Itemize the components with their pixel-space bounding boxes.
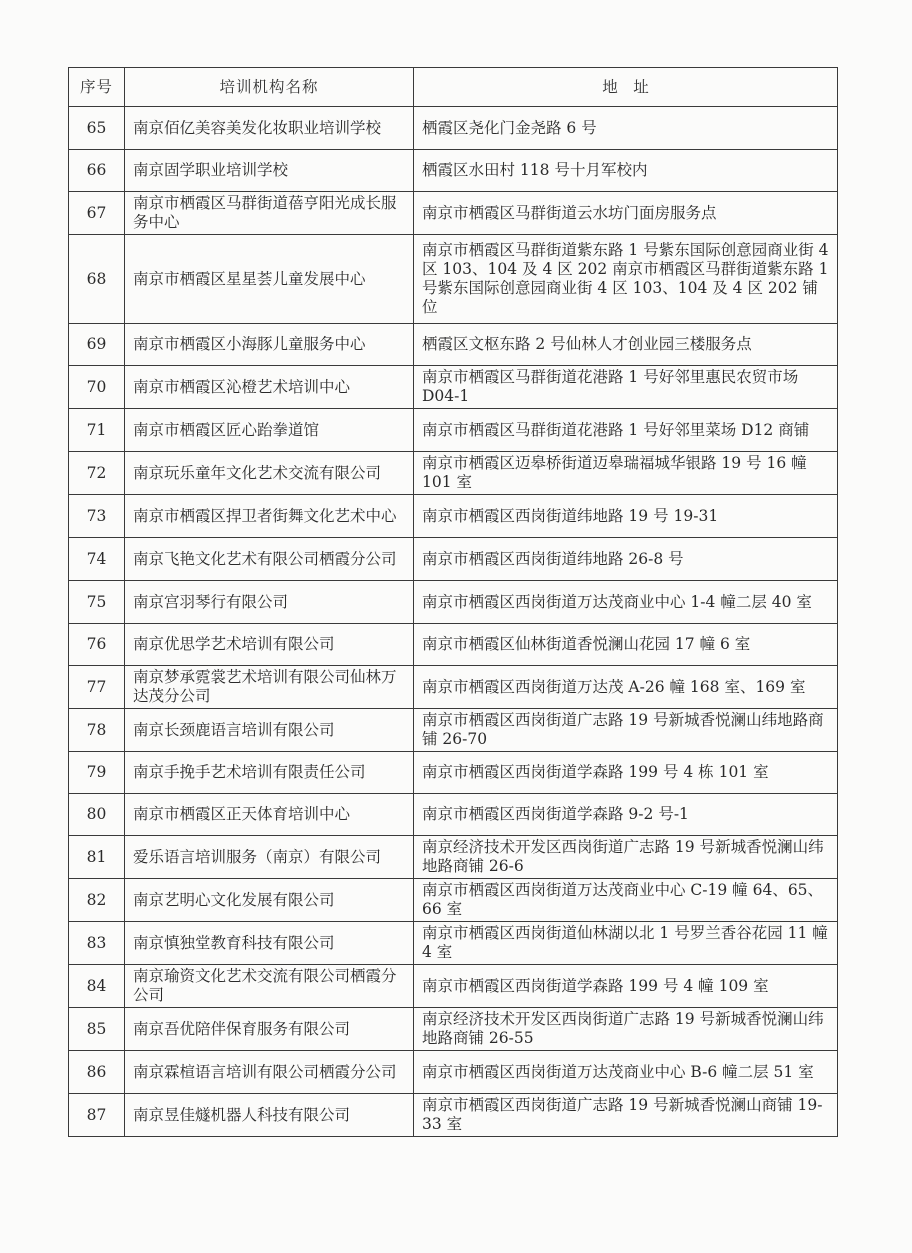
institution-name: 南京梦承霓裳艺术培训有限公司仙林万达茂分公司 xyxy=(125,666,414,709)
institution-name: 南京玩乐童年文化艺术交流有限公司 xyxy=(125,452,414,495)
institution-address: 南京市栖霞区西岗街道万达茂商业中心 C-19 幢 64、65、66 室 xyxy=(414,879,838,922)
institution-address: 南京市栖霞区西岗街道万达茂商业中心 1-4 幢二层 40 室 xyxy=(414,581,838,624)
serial-number: 73 xyxy=(69,495,125,538)
serial-number: 77 xyxy=(69,666,125,709)
serial-number: 74 xyxy=(69,538,125,581)
institution-name: 南京瑜资文化艺术交流有限公司栖霞分公司 xyxy=(125,965,414,1008)
institution-address: 南京市栖霞区西岗街道广志路 19 号新城香悦澜山商铺 19-33 室 xyxy=(414,1094,838,1137)
institution-name: 南京飞艳文化艺术有限公司栖霞分公司 xyxy=(125,538,414,581)
institution-name: 南京市栖霞区匠心跆拳道馆 xyxy=(125,409,414,452)
table-row xyxy=(69,1051,838,1094)
institution-address: 南京市栖霞区马群街道花港路 1 号好邻里菜场 D12 商铺 xyxy=(414,409,838,452)
institution-address: 栖霞区文枢东路 2 号仙林人才创业园三楼服务点 xyxy=(414,324,838,366)
institution-address: 南京市栖霞区马群街道紫东路 1 号紫东国际创意园商业街 4 区 103、104 及 4 区 202 南京市栖霞区马群街道紫东路 1 号紫东国际创意园商业街 4 区 103、104 及 4 区 202 铺位 xyxy=(414,235,838,324)
training-institution-table xyxy=(68,67,838,1137)
serial-number: 82 xyxy=(69,879,125,922)
institution-address: 栖霞区水田村 118 号十月军校内 xyxy=(414,150,838,192)
table-row xyxy=(69,192,838,235)
serial-number: 79 xyxy=(69,752,125,794)
table-row xyxy=(69,581,838,624)
serial-number: 75 xyxy=(69,581,125,624)
serial-number: 67 xyxy=(69,192,125,235)
serial-number: 65 xyxy=(69,107,125,150)
institution-name: 南京市栖霞区星星荟儿童发展中心 xyxy=(125,235,414,324)
institution-address: 南京市栖霞区迈皋桥街道迈皋瑞福城华银路 19 号 16 幢 101 室 xyxy=(414,452,838,495)
table-header-row xyxy=(69,68,838,107)
institution-name: 南京长颈鹿语言培训有限公司 xyxy=(125,709,414,752)
institution-address: 南京市栖霞区西岗街道仙林湖以北 1 号罗兰香谷花园 11 幢 4 室 xyxy=(414,922,838,965)
serial-number: 78 xyxy=(69,709,125,752)
table-row xyxy=(69,836,838,879)
institution-name: 爱乐语言培训服务（南京）有限公司 xyxy=(125,836,414,879)
table-row xyxy=(69,879,838,922)
table-row xyxy=(69,1008,838,1051)
institution-name: 南京市栖霞区马群街道蓓亨阳光成长服务中心 xyxy=(125,192,414,235)
institution-address: 南京市栖霞区马群街道云水坊门面房服务点 xyxy=(414,192,838,235)
table-row xyxy=(69,1094,838,1137)
institution-address: 南京市栖霞区西岗街道万达茂商业中心 B-6 幢二层 51 室 xyxy=(414,1051,838,1094)
institution-name: 南京昱佳燧机器人科技有限公司 xyxy=(125,1094,414,1137)
serial-number: 87 xyxy=(69,1094,125,1137)
institution-address: 南京市栖霞区马群街道花港路 1 号好邻里惠民农贸市场 D04-1 xyxy=(414,366,838,409)
table-row xyxy=(69,366,838,409)
table-row xyxy=(69,752,838,794)
institution-address: 南京市栖霞区西岗街道纬地路 26-8 号 xyxy=(414,538,838,581)
table-row xyxy=(69,452,838,495)
table-row xyxy=(69,495,838,538)
serial-number: 86 xyxy=(69,1051,125,1094)
institution-name: 南京固学职业培训学校 xyxy=(125,150,414,192)
institution-name: 南京吾优陪伴保育服务有限公司 xyxy=(125,1008,414,1051)
table-row xyxy=(69,150,838,192)
table-row xyxy=(69,922,838,965)
table-row xyxy=(69,235,838,324)
institution-address: 南京市栖霞区仙林街道香悦澜山花园 17 幢 6 室 xyxy=(414,624,838,666)
table-row xyxy=(69,709,838,752)
table-row xyxy=(69,409,838,452)
header-serial-number: 序号 xyxy=(69,68,125,107)
institution-address: 南京市栖霞区西岗街道学森路 199 号 4 栋 101 室 xyxy=(414,752,838,794)
institution-address: 栖霞区尧化门金尧路 6 号 xyxy=(414,107,838,150)
serial-number: 83 xyxy=(69,922,125,965)
serial-number: 69 xyxy=(69,324,125,366)
table-row xyxy=(69,624,838,666)
table-row xyxy=(69,794,838,836)
table-row xyxy=(69,107,838,150)
institution-name: 南京市栖霞区正天体育培训中心 xyxy=(125,794,414,836)
institution-name: 南京霖楦语言培训有限公司栖霞分公司 xyxy=(125,1051,414,1094)
institution-name: 南京佰亿美容美发化妆职业培训学校 xyxy=(125,107,414,150)
institution-name: 南京手挽手艺术培训有限责任公司 xyxy=(125,752,414,794)
institution-address: 南京市栖霞区西岗街道学森路 9-2 号-1 xyxy=(414,794,838,836)
table-row xyxy=(69,965,838,1008)
header-address: 地 址 xyxy=(414,68,838,107)
serial-number: 72 xyxy=(69,452,125,495)
serial-number: 76 xyxy=(69,624,125,666)
institution-address: 南京市栖霞区西岗街道万达茂 A-26 幢 168 室、169 室 xyxy=(414,666,838,709)
institution-name: 南京市栖霞区沁橙艺术培训中心 xyxy=(125,366,414,409)
serial-number: 68 xyxy=(69,235,125,324)
serial-number: 81 xyxy=(69,836,125,879)
table-row xyxy=(69,666,838,709)
institution-address: 南京经济技术开发区西岗街道广志路 19 号新城香悦澜山纬地路商铺 26-55 xyxy=(414,1008,838,1051)
institution-name: 南京慎独堂教育科技有限公司 xyxy=(125,922,414,965)
institution-address: 南京市栖霞区西岗街道广志路 19 号新城香悦澜山纬地路商铺 26-70 xyxy=(414,709,838,752)
table-row xyxy=(69,538,838,581)
table-row xyxy=(69,324,838,366)
serial-number: 66 xyxy=(69,150,125,192)
institution-name: 南京艺明心文化发展有限公司 xyxy=(125,879,414,922)
serial-number: 70 xyxy=(69,366,125,409)
institution-name: 南京市栖霞区捍卫者街舞文化艺术中心 xyxy=(125,495,414,538)
header-institution-name: 培训机构名称 xyxy=(125,68,414,107)
institution-name: 南京优思学艺术培训有限公司 xyxy=(125,624,414,666)
serial-number: 84 xyxy=(69,965,125,1008)
institution-address: 南京市栖霞区西岗街道学森路 199 号 4 幢 109 室 xyxy=(414,965,838,1008)
serial-number: 71 xyxy=(69,409,125,452)
serial-number: 85 xyxy=(69,1008,125,1051)
serial-number: 80 xyxy=(69,794,125,836)
institution-address: 南京市栖霞区西岗街道纬地路 19 号 19-31 xyxy=(414,495,838,538)
institution-name: 南京宫羽琴行有限公司 xyxy=(125,581,414,624)
institution-name: 南京市栖霞区小海豚儿童服务中心 xyxy=(125,324,414,366)
institution-address: 南京经济技术开发区西岗街道广志路 19 号新城香悦澜山纬地路商铺 26-6 xyxy=(414,836,838,879)
